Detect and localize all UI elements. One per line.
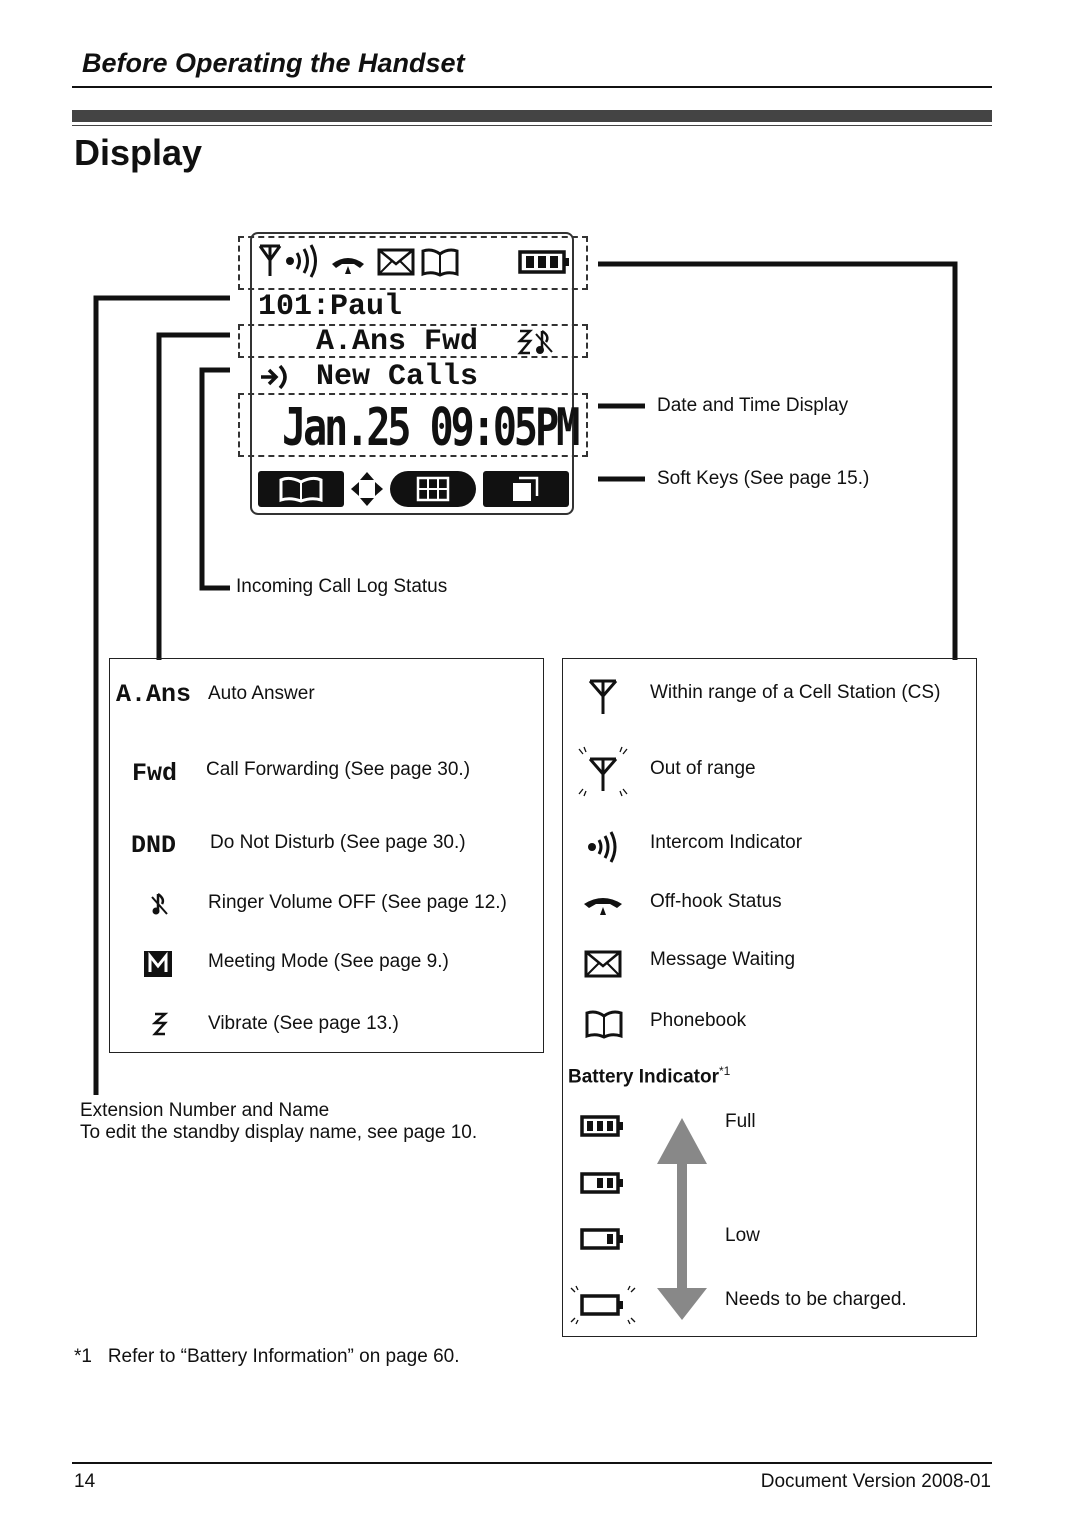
dnd-symbol: DND (131, 831, 177, 860)
lcd-datetime: Jan.25 09:05PM (282, 398, 578, 458)
battery-label-needs-charge: Needs to be charged. (725, 1289, 907, 1310)
lcd-envelope-icon (377, 247, 415, 277)
legend-message-waiting: Message Waiting (650, 949, 796, 970)
lcd-off-hook-icon (330, 252, 366, 276)
battery-level-arrow (655, 1116, 709, 1322)
off-hook-icon (582, 893, 624, 917)
page-title: Display (74, 132, 203, 173)
lcd-vibrate-icon (516, 328, 536, 356)
battery-title-text: Battery Indicator (568, 1066, 719, 1088)
legend-meeting-mode: Meeting Mode (See page 9.) (208, 951, 449, 972)
title-bar (72, 110, 992, 122)
battery-footnote-mark: *1 (718, 1064, 731, 1078)
battery-title (568, 1064, 730, 1088)
navigation-key-icon (349, 470, 385, 508)
legend-call-forwarding: Call Forwarding (See page 30.) (206, 759, 471, 780)
envelope-icon (584, 949, 622, 979)
legend-off-hook: Off-hook Status (650, 891, 782, 912)
soft-key-right-icon (510, 475, 540, 503)
battery-two-thirds-icon (580, 1171, 626, 1195)
vibrate-icon (152, 1011, 170, 1037)
phonebook-icon (584, 1008, 624, 1040)
header-rule (72, 86, 992, 88)
legend-out-of-range: Out of range (650, 758, 756, 779)
legend-do-not-disturb: Do Not Disturb (See page 30.) (210, 832, 466, 853)
callout-incoming-call-log: Incoming Call Log Status (236, 576, 448, 597)
antenna-icon (587, 676, 619, 716)
lcd-phonebook-icon (420, 246, 460, 278)
battery-empty-icon (568, 1285, 638, 1325)
battery-full-icon (580, 1114, 626, 1138)
intercom-icon (586, 830, 620, 864)
battery-label-low: Low (725, 1225, 760, 1246)
auto-answer-symbol: A.Ans (116, 680, 192, 709)
lcd-line-extension: 101:Paul (258, 290, 403, 324)
ringer-off-icon (150, 891, 170, 917)
footnote (74, 1346, 460, 1368)
callout-soft-keys: Soft Keys (See page 15.) (657, 468, 870, 489)
legend-auto-answer: Auto Answer (208, 683, 315, 704)
legend-ringer-volume-off: Ringer Volume OFF (See page 12.) (208, 892, 507, 913)
footnote-mark: *1 (74, 1346, 92, 1367)
lcd-intercom-icon (284, 243, 320, 279)
callout-extension-note: To edit the standby display name, see page 10. (80, 1122, 478, 1143)
callout-extension-name: Extension Number and Name (80, 1100, 330, 1121)
legend-within-range: Within range of a Cell Station (CS) (650, 682, 941, 703)
section-title: Before Operating the Handset (82, 48, 465, 78)
lcd-ringer-off-icon (534, 328, 554, 356)
battery-low-icon (580, 1227, 626, 1251)
antenna-out-of-range-icon (575, 746, 631, 798)
document-version: Document Version 2008-01 (760, 1471, 991, 1492)
lcd-antenna-icon (256, 242, 284, 278)
lcd-line-mode: A.Ans Fwd (316, 325, 479, 359)
page-number: 14 (74, 1471, 96, 1492)
menu-grid-icon (416, 476, 450, 502)
lcd-line-new-calls: New Calls (316, 360, 479, 394)
footer-rule (72, 1462, 992, 1464)
legend-vibrate: Vibrate (See page 13.) (208, 1013, 399, 1034)
callout-date-time: Date and Time Display (657, 395, 849, 416)
legend-intercom: Intercom Indicator (650, 832, 803, 853)
footnote-text: Refer to “Battery Information” on page 60. (107, 1346, 460, 1367)
lcd-battery-full-icon (518, 249, 572, 275)
title-bar-thin (72, 125, 992, 126)
soft-key-phonebook-icon (278, 475, 324, 503)
legend-phonebook: Phonebook (650, 1010, 747, 1031)
call-forward-symbol: Fwd (132, 759, 178, 788)
battery-label-full: Full (725, 1111, 756, 1132)
meeting-mode-icon (143, 950, 173, 978)
